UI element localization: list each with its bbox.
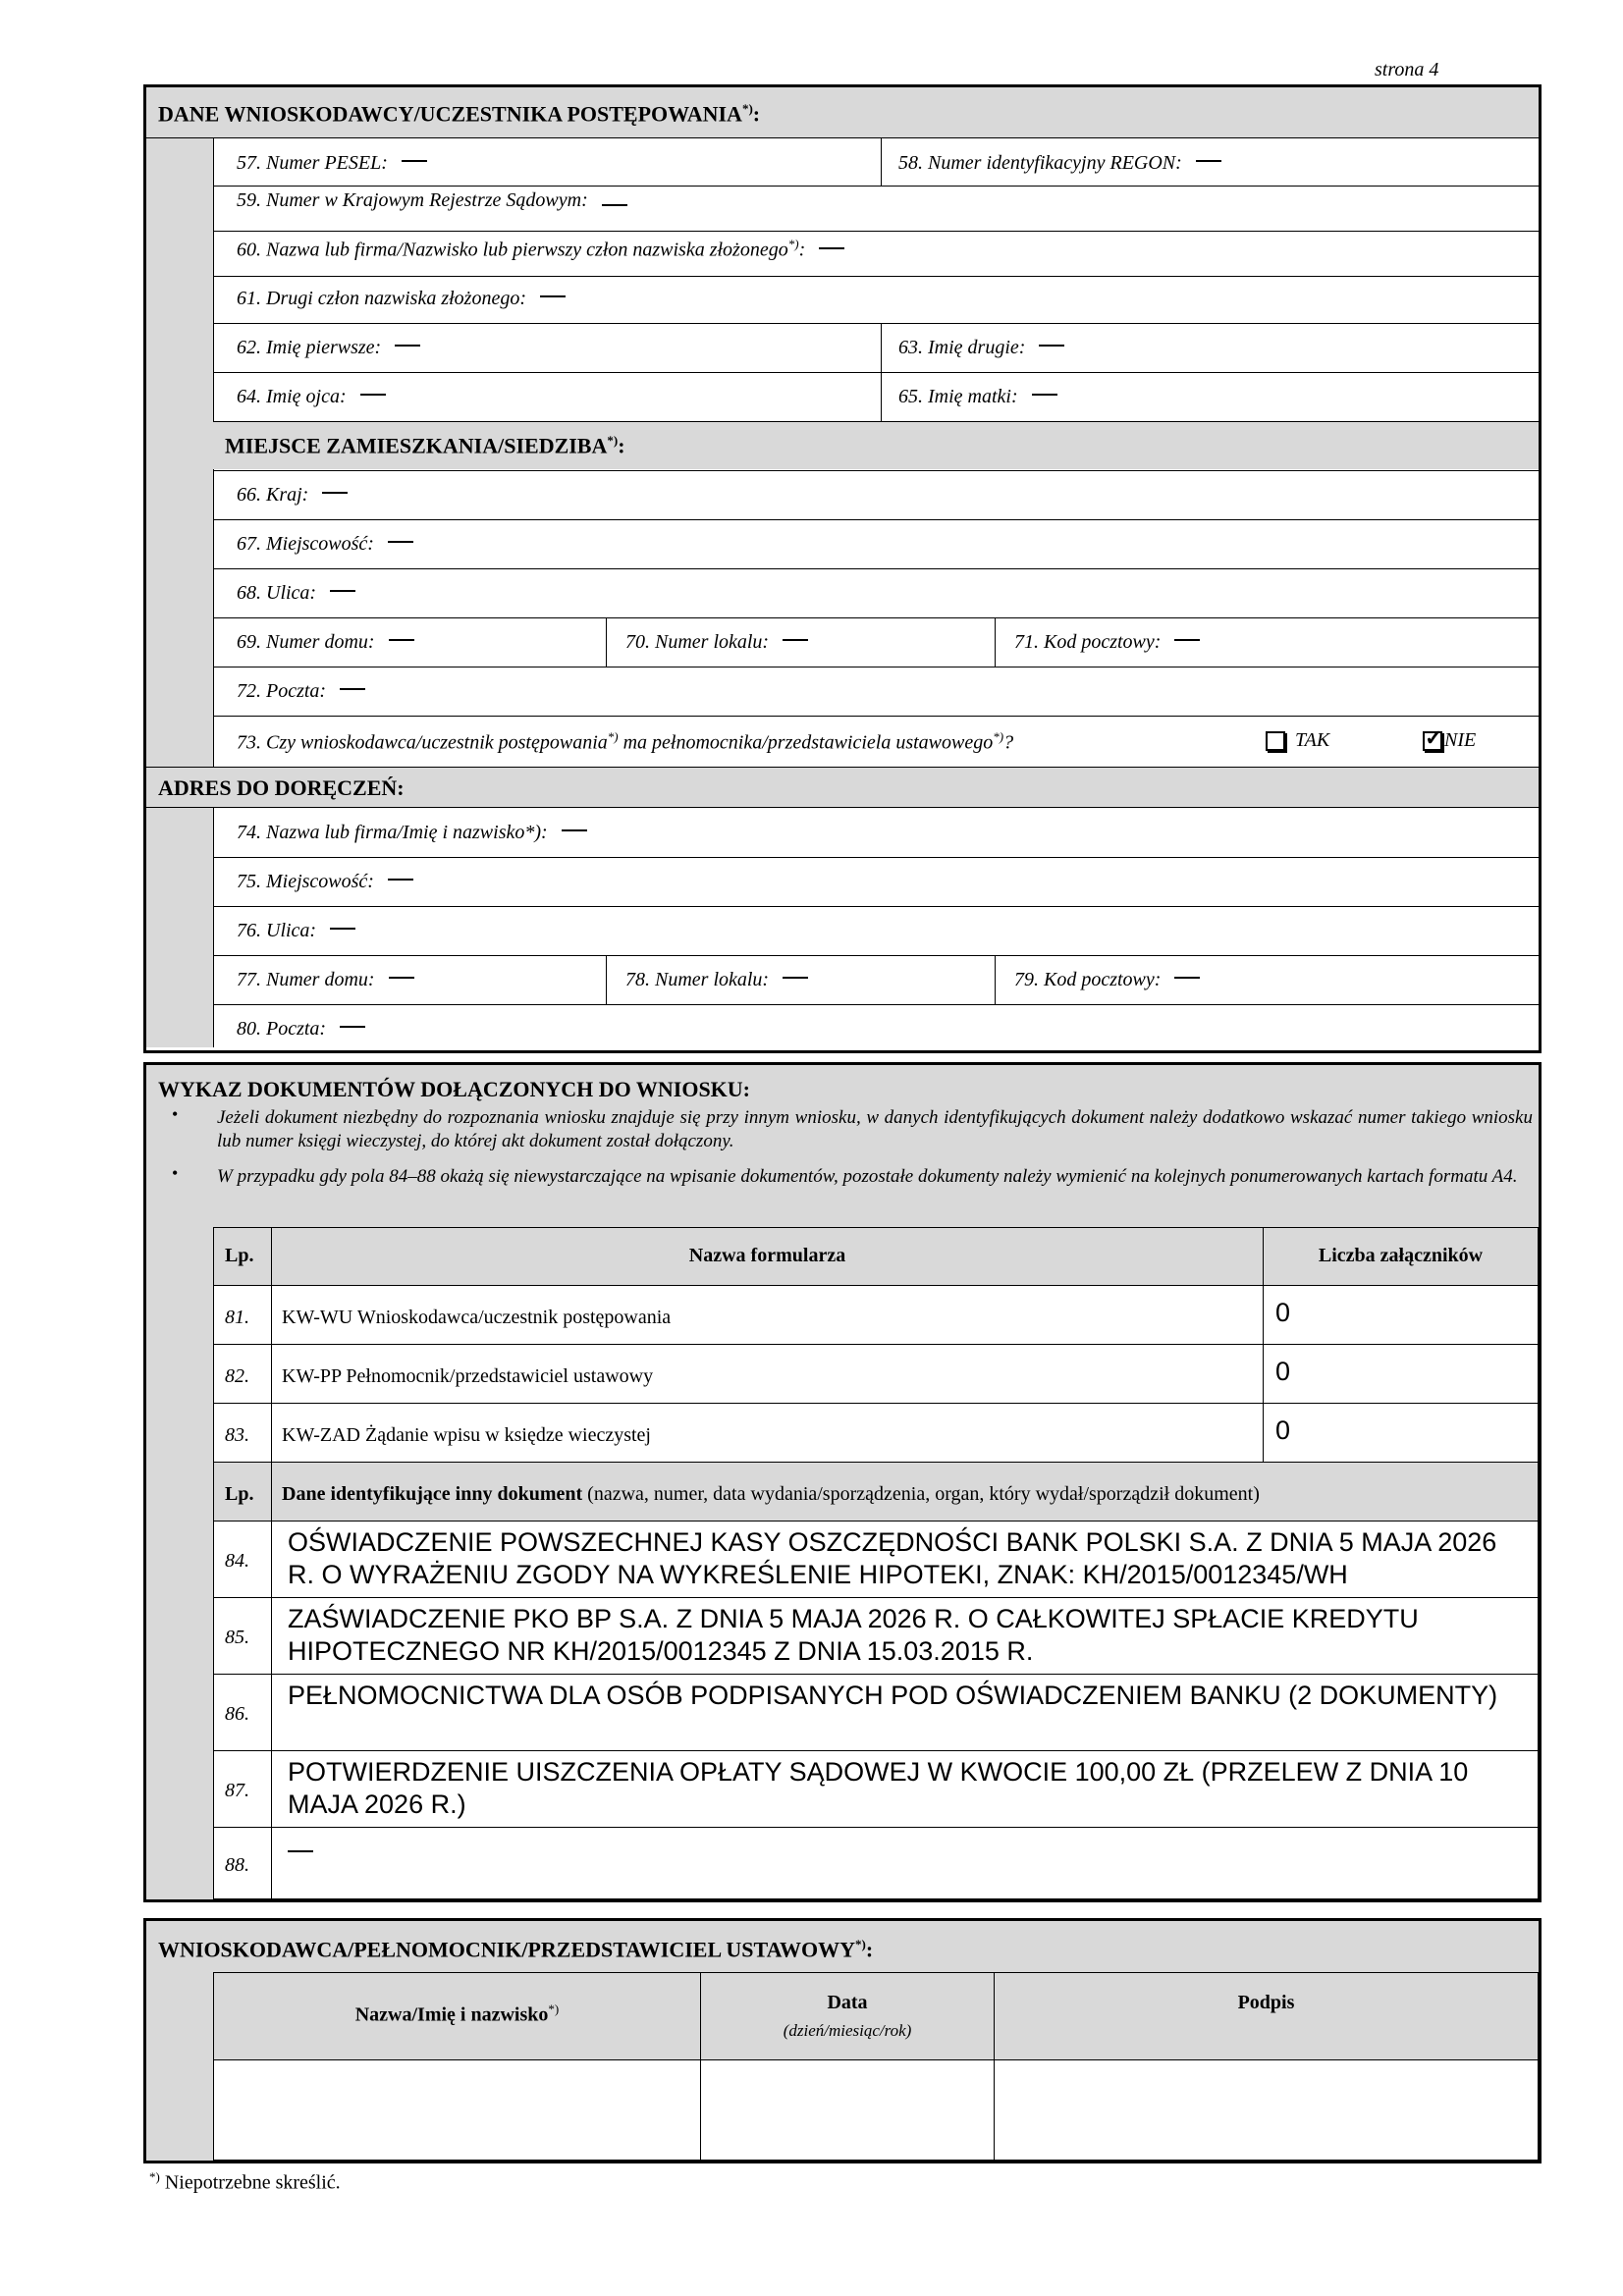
second-surname-label: 61. Drugi człon nazwiska złożonego:: [237, 288, 566, 310]
father-name-label: 64. Imię ojca:: [237, 386, 386, 408]
footnote: *) Niepotrzebne skreślić.: [149, 2169, 341, 2194]
pesel-label: 57. Numer PESEL:: [237, 152, 427, 175]
applicant-title: DANE WNIOSKODAWCY/UCZESTNIKA POSTĘPOWANIA: [158, 101, 742, 127]
first-name-label: 62. Imię pierwsze:: [237, 337, 420, 359]
attachment-count-field[interactable]: 0: [1275, 1298, 1291, 1327]
regon-label: 58. Numer identyfikacyjny REGON:: [898, 152, 1221, 175]
house-number-label: 69. Numer domu:: [237, 631, 414, 654]
col-form-name: Nazwa formularza: [688, 1245, 846, 1266]
tak-checkbox[interactable]: TAK: [1266, 729, 1329, 752]
col-signatory-name: Nazwa/Imię i nazwisko*): [354, 2002, 560, 2026]
city-label: 67. Miejscowość:: [237, 533, 413, 556]
signatory-name-field[interactable]: [213, 2059, 701, 2161]
residence-title: MIEJSCE ZAMIESZKANIA/SIEDZIBA*):: [225, 433, 625, 458]
date-field[interactable]: [700, 2059, 995, 2161]
unchecked-box-icon: [1266, 731, 1285, 751]
apartment-number-label: 70. Numer lokalu:: [625, 631, 808, 654]
delivery-street-label: 76. Ulica:: [237, 920, 355, 942]
applicant-section: [143, 84, 1542, 770]
page-number: strona 4: [1375, 59, 1439, 80]
krs-label: 59. Numer w Krajowym Rejestrze Sądowym:: [237, 189, 627, 212]
signature-field[interactable]: [994, 2059, 1539, 2161]
delivery-section: [143, 767, 1542, 1053]
signature-section: [143, 1918, 1542, 2163]
representative-question: 73. Czy wnioskodawca/uczestnik postępowania*) ma pełnomocnika/przedstawiciela ustawowego*)?: [237, 729, 1014, 754]
attachment-count-field[interactable]: 0: [1275, 1357, 1291, 1386]
document-description-field[interactable]: [288, 1850, 313, 1852]
documents-note-1: Jeżeli dokument niezbędny do rozpoznania wniosku znajduje się przy innym wniosku, w danych identyfikujących dokument należy dodatkowo wskazać numer takiego wniosku lub numer księgi wieczystej, do której akt dokument został dołączony.: [217, 1107, 1533, 1151]
documents-title: WYKAZ DOKUMENTÓW DOŁĄCZONYCH DO WNIOSKU:: [158, 1077, 751, 1101]
mother-name-label: 65. Imię matki:: [898, 386, 1057, 408]
delivery-post-office-label: 80. Poczta:: [237, 1018, 365, 1041]
document-description-field[interactable]: PEŁNOMOCNICTWA DLA OSÓB PODPISANYCH POD OŚWIADCZENIEM BANKU (2 DOKUMENTY): [288, 1681, 1498, 1710]
delivery-name-label: 74. Nazwa lub firma/Imię i nazwisko*):: [237, 822, 587, 844]
applicant-header: DANE WNIOSKODAWCY/UCZESTNIKA POSTĘPOWANIA*):: [146, 87, 1539, 138]
document-description-field[interactable]: ZAŚWIADCZENIE PKO BP S.A. Z DNIA 5 MAJA 2026 R. O CAŁKOWITEJ SPŁACIE KREDYTU HIPOTECZNEGO NR KH/2015/0012345 Z DNIA 15.03.2015 R.: [288, 1604, 1419, 1666]
attachment-count-field[interactable]: 0: [1275, 1415, 1291, 1445]
documents-section: WYKAZ DOKUMENTÓW DOŁĄCZONYCH DO WNIOSKU: • Jeżeli dokument niezbędny do rozpoznania wniosku znajduje się przy innym wniosku, w danych identyfikujących dokument należy dodatkowo wskazać numer takiego wniosku lub numer księgi wieczystej, do której akt dokument został dołączony. • W przypadku gdy pola 84–88 okażą się niewystarczające na wpisanie dokumentów, pozostałe dokumenty należy wymienić na kolejnych ponumerowanych kartach formatu A4. Lp. Nazwa formularza Liczba załączników 81. KW-WU Wnioskodawca/uczestnik postępowania 0 82. KW-PP Pełnomocnik/przedstawiciel ustawowy 0 83. KW-ZAD Żądanie wpisu w księdze wieczystej 0 Lp. Dane identyfikujące inny dokument (nazwa, numer, data wydania/sporządzenia, organ, który wydał/sporządził dokument) 84. OŚWIADCZENIE POWSZECHNEJ KASY OSZCZĘDNOŚCI BANK POLSKI S.A. Z DNIA 5 MAJA 2026 R. O WYRAŻENIU ZGODY NA WYKREŚLENIE HIPOTEKI, ZNAK: KH/2015/0012345/WH 85. ZAŚWIADCZENIE PKO BP S.A. Z DNIA 5 MAJA 2026 R. O CAŁKOWITEJ SPŁACIE KREDYTU HIPOTECZNEGO NR KH/2015/0012345 Z DNIA 15.03.2015 R. 86. PEŁNOMOCNICTWA DLA OSÓB PODPISANYCH POD OŚWIADCZENIEM BANKU (2 DOKUMENTY) 87. POTWIERDZENIE UISZCZENIA OPŁATY SĄDOWEJ W KWOCIE 100,00 ZŁ (PRZELEW Z DNIA 10 MAJA 2026 R.) 88.: [143, 1062, 1542, 1902]
col-date: Data: [827, 1992, 868, 2013]
checked-box-icon: ✓: [1425, 725, 1443, 751]
document-description-field[interactable]: OŚWIADCZENIE POWSZECHNEJ KASY OSZCZĘDNOŚCI BANK POLSKI S.A. Z DNIA 5 MAJA 2026 R. O WYRAŻENIU ZGODY NA WYKREŚLENIE HIPOTEKI, ZNAK: KH/2015/0012345/WH: [288, 1527, 1497, 1589]
street-label: 68. Ulica:: [237, 582, 355, 605]
nie-checkbox[interactable]: ✓ NIE: [1425, 725, 1477, 751]
delivery-city-label: 75. Miejscowość:: [237, 871, 413, 893]
col-date-format: (dzień/miesiąc/rok): [783, 2021, 912, 2040]
delivery-house-label: 77. Numer domu:: [237, 969, 414, 991]
post-office-label: 72. Poczta:: [237, 680, 365, 703]
document-description-field[interactable]: POTWIERDZENIE UISZCZENIA OPŁATY SĄDOWEJ W KWOCIE 100,00 ZŁ (PRZELEW Z DNIA 10 MAJA 2026 R.): [288, 1757, 1469, 1819]
col-signature: Podpis: [1237, 1992, 1295, 2013]
signature-title: WNIOSKODAWCA/PEŁNOMOCNIK/PRZEDSTAWICIEL USTAWOWY*):: [158, 1937, 874, 1962]
col-lp: Lp.: [225, 1245, 254, 1266]
country-label: 66. Kraj:: [237, 484, 348, 507]
delivery-apartment-label: 78. Numer lokalu:: [625, 969, 808, 991]
postal-code-label: 71. Kod pocztowy:: [1014, 631, 1200, 654]
col-attachment-count: Liczba załączników: [1318, 1245, 1484, 1266]
delivery-title: ADRES DO DORĘCZEŃ:: [158, 775, 405, 800]
delivery-postal-label: 79. Kod pocztowy:: [1014, 969, 1200, 991]
documents-note-2: W przypadku gdy pola 84–88 okażą się niewystarczające na wpisanie dokumentów, pozostałe dokumenty należy wymienić na kolejnych ponumerowanych kartach formatu A4.: [217, 1166, 1518, 1187]
col-other-document: Dane identyfikujące inny dokument (nazwa, numer, data wydania/sporządzenia, organ, który wydał/sporządził dokument): [282, 1483, 1260, 1505]
col-lp-other: Lp.: [225, 1483, 254, 1505]
name-label: 60. Nazwa lub firma/Nazwisko lub pierwszy człon nazwiska złożonego*):: [237, 237, 844, 262]
delivery-header: [146, 767, 1539, 808]
second-name-label: 63. Imię drugie:: [898, 337, 1064, 359]
